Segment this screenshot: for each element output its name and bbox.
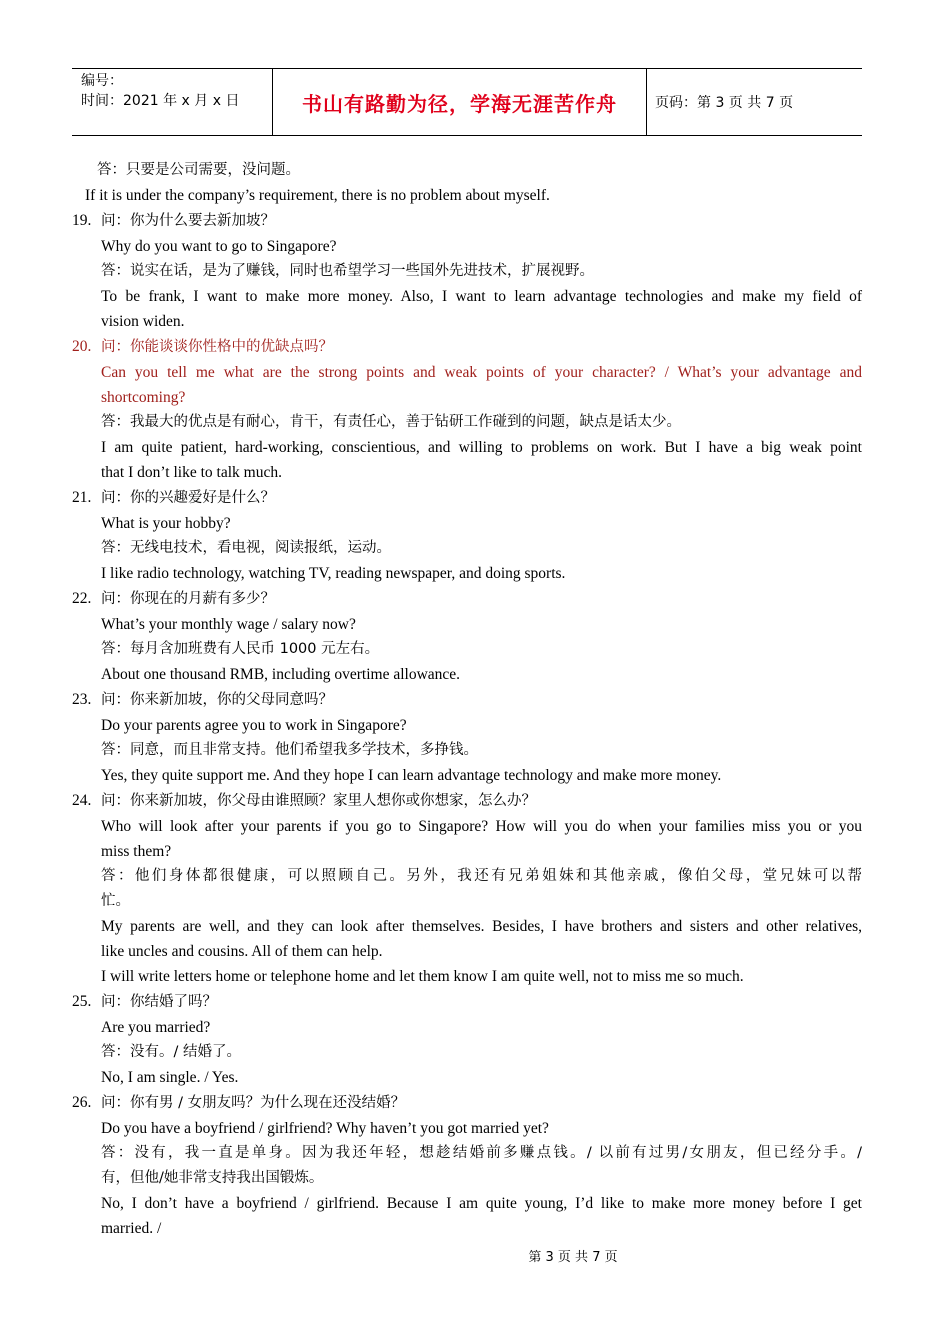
question-text: 问：你来新加坡，你的父母同意吗？ <box>101 692 333 708</box>
answer-line: 答：我最大的优点是有耐心，肯干，有责任心，善于钻研工作碰到的问题，缺点是话太少。 <box>101 414 681 430</box>
item-number: 24. <box>72 792 92 809</box>
serial-label: 编号： <box>81 73 123 89</box>
header-info-cell <box>72 69 273 135</box>
question-23 <box>72 687 862 713</box>
item-number: 21. <box>72 489 92 506</box>
question-en: What’s your monthly wage / salary now? <box>101 616 356 633</box>
answer-line-en: No, I don’t have a boyfriend / girlfriend. Because I am quite young, I’d like to make more money before I get <box>101 1195 862 1212</box>
item-number: 26. <box>72 1094 92 1111</box>
answer-line: 答：同意，而且非常支持。他们希望我多学技术，多挣钱。 <box>101 742 478 758</box>
answer-line: 答：他们身体都很健康，可以照顾自己。另外，我还有兄弟姐妹和其他亲戚，像伯父母，堂兄妹可以帮 <box>101 868 862 884</box>
answer-line: 答：没有，我一直是单身。因为我还年轻，想趁结婚前多赚点钱。/ 以前有过男/女朋友，但已经分手。/ <box>101 1145 862 1161</box>
question-20 <box>72 334 862 360</box>
answer-line-en: Yes, they quite support me. And they hope I can learn advantage technology and make more money. <box>101 767 722 784</box>
answer-line: 答：只要是公司需要，没问题。 <box>97 162 300 178</box>
question-text: 问：你来新加坡，你父母由谁照顾？家里人想你或你想家，怎么办？ <box>101 793 536 809</box>
question-19 <box>72 208 862 234</box>
header-page-label: 页码：第 3 页 共 7 页 <box>655 95 794 111</box>
question-21 <box>72 485 862 511</box>
item-number: 20. <box>72 338 92 355</box>
answer-line-en: vision widen. <box>101 313 185 330</box>
answer-line: 答：每月含加班费有人民币 1000 元左右。 <box>101 641 380 657</box>
question-22 <box>72 586 862 612</box>
answer-line-en: About one thousand RMB, including overtime allowance. <box>101 666 461 683</box>
answer-line-en: like uncles and cousins. All of them can help. <box>101 943 383 960</box>
question-text: 问：你结婚了吗？ <box>101 994 217 1010</box>
question-en: Who will look after your parents if you go to Singapore? How will you do when your families miss you or you <box>101 818 862 835</box>
answer-line-en: I will write letters home or telephone home and let them know I am quite well, not to miss me so much. <box>101 968 744 985</box>
question-en: Why do you want to go to Singapore? <box>101 238 337 255</box>
item-number: 19. <box>72 212 92 229</box>
item-number: 22. <box>72 590 92 607</box>
answer-line: 有，但他/她非常支持我出国锻炼。 <box>101 1170 324 1186</box>
question-text: 问：你为什么要去新加坡？ <box>101 213 275 229</box>
footer-page-number: 第 3 页 共 7 页 <box>528 1250 618 1265</box>
question-text: 问：你的兴趣爱好是什么？ <box>101 490 275 506</box>
answer-line-en: If it is under the company’s requirement, there is no problem about myself. <box>85 187 550 204</box>
date-label: 时间：2021 年 x 月 x 日 <box>81 93 240 109</box>
answer-line: 答：无线电技术，看电视，阅读报纸，运动。 <box>101 540 391 556</box>
question-en: miss them? <box>101 843 172 860</box>
item-number: 23. <box>72 691 92 708</box>
header-motto: 书山有路勤为径，学海无涯苦作舟 <box>273 69 647 135</box>
answer-line-en: I like radio technology, watching TV, reading newspaper, and doing sports. <box>101 565 566 582</box>
answer-line-en: that I don’t like to talk much. <box>101 464 282 481</box>
answer-line: 答：没有。/ 结婚了。 <box>101 1044 241 1060</box>
document-body <box>72 158 862 1241</box>
answer-line-en: No, I am single. / Yes. <box>101 1069 239 1086</box>
answer-line: 答：说实在话，是为了赚钱，同时也希望学习一些国外先进技术，扩展视野。 <box>101 263 594 279</box>
question-24 <box>72 788 862 814</box>
answer-line-en: married. / <box>101 1220 162 1237</box>
item-number: 25. <box>72 993 92 1010</box>
question-text: 问：你有男 / 女朋友吗？为什么现在还没结婚？ <box>101 1095 406 1111</box>
question-text: 问：你现在的月薪有多少？ <box>101 591 275 607</box>
question-en: Can you tell me what are the strong points and weak points of your character? / What’s your advantage and <box>101 364 862 381</box>
question-text: 问：你能谈谈你性格中的优缺点吗？ <box>101 339 333 355</box>
question-en: shortcoming? <box>101 389 186 406</box>
question-en: What is your hobby? <box>101 515 231 532</box>
page-footer <box>0 1246 950 1265</box>
answer-line-en: My parents are well, and they can look after themselves. Besides, I have brothers and sisters and other relatives, <box>101 918 862 935</box>
question-en: Are you married? <box>101 1019 211 1036</box>
answer-line-en: To be frank, I want to make more money. Also, I want to learn advantage technologies and make my field of <box>101 288 862 305</box>
answer-line-en: I am quite patient, hard-working, conscientious, and willing to problems on work. But I have a big weak point <box>101 439 862 456</box>
question-en: Do you have a boyfriend / girlfriend? Why haven’t you got married yet? <box>101 1120 549 1137</box>
document-header <box>72 68 862 136</box>
question-en: Do your parents agree you to work in Singapore? <box>101 717 407 734</box>
question-26 <box>72 1090 862 1116</box>
question-25 <box>72 989 862 1015</box>
answer-line: 忙。 <box>101 893 130 909</box>
